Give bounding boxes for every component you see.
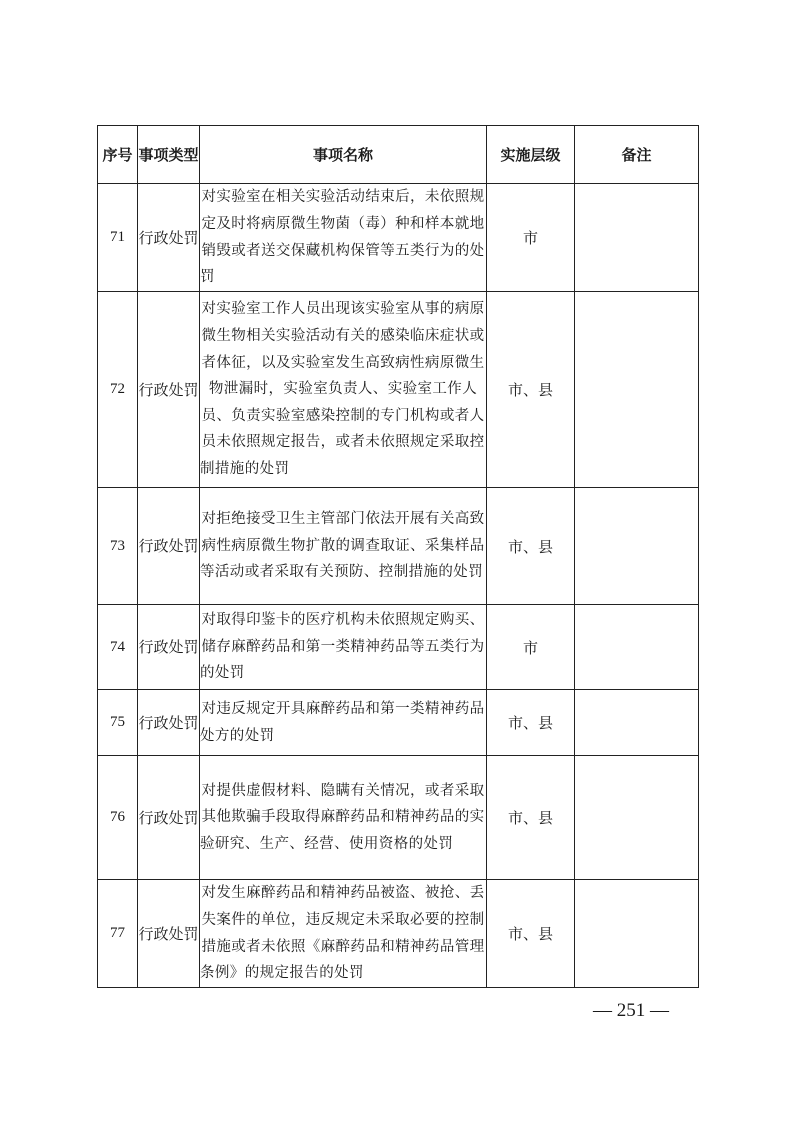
- header-num: 序号: [98, 126, 138, 184]
- table-header-row: [98, 126, 699, 184]
- row-note: [575, 292, 699, 488]
- row-name: 对取得印鉴卡的医疗机构未依照规定购买、储存麻醉药品和第一类精神药品等五类行为的处罚: [200, 605, 487, 690]
- row-level: 市、县: [487, 880, 575, 988]
- row-note: [575, 488, 699, 605]
- row-note: [575, 605, 699, 690]
- table-row: [98, 292, 699, 488]
- row-name: 对拒绝接受卫生主管部门依法开展有关高致病性病原微生物扩散的调查取证、采集样品等活动或者采取有关预防、控制措施的处罚: [200, 488, 487, 605]
- row-level: 市、县: [487, 756, 575, 880]
- row-num: 77: [98, 880, 138, 988]
- row-level: 市、县: [487, 292, 575, 488]
- row-type: 行政处罚: [138, 690, 200, 756]
- row-name: 对提供虚假材料、隐瞒有关情况，或者采取其他欺骗手段取得麻醉药品和精神药品的实验研究、生产、经营、使用资格的处罚: [200, 756, 487, 880]
- row-level: 市、县: [487, 690, 575, 756]
- row-note: [575, 756, 699, 880]
- row-num: 76: [98, 756, 138, 880]
- row-level: 市: [487, 605, 575, 690]
- row-type: 行政处罚: [138, 605, 200, 690]
- table-row: [98, 880, 699, 988]
- row-type: 行政处罚: [138, 488, 200, 605]
- row-num: 72: [98, 292, 138, 488]
- header-type: 事项类型: [138, 126, 200, 184]
- table-row: [98, 184, 699, 292]
- row-note: [575, 184, 699, 292]
- row-name: 对实验室在相关实验活动结束后，未依照规定及时将病原微生物菌（毒）种和样本就地销毁或者送交保藏机构保管等五类行为的处罚: [200, 184, 487, 292]
- row-type: 行政处罚: [138, 880, 200, 988]
- row-type: 行政处罚: [138, 184, 200, 292]
- table-row: [98, 690, 699, 756]
- row-num: 74: [98, 605, 138, 690]
- row-type: 行政处罚: [138, 756, 200, 880]
- row-num: 71: [98, 184, 138, 292]
- table-row: [98, 488, 699, 605]
- header-note: 备注: [575, 126, 699, 184]
- row-num: 73: [98, 488, 138, 605]
- row-note: [575, 880, 699, 988]
- row-name: 对实验室工作人员出现该实验室从事的病原微生物相关实验活动有关的感染临床症状或者体征，以及实验室发生高致病性病原微生物泄漏时，实验室负责人、实验室工作人员、负责实验室感染控制的专门机构或者人员未依照规定报告，或者未依照规定采取控制措施的处罚: [200, 292, 487, 488]
- header-name: 事项名称: [200, 126, 487, 184]
- row-name: 对发生麻醉药品和精神药品被盗、被抢、丢失案件的单位，违反规定未采取必要的控制措施或者未依照《麻醉药品和精神药品管理条例》的规定报告的处罚: [200, 880, 487, 988]
- row-name: 对违反规定开具麻醉药品和第一类精神药品处方的处罚: [200, 690, 487, 756]
- table-row: [98, 756, 699, 880]
- items-table: [97, 125, 699, 988]
- table-row: [98, 605, 699, 690]
- row-level: 市、县: [487, 488, 575, 605]
- header-level: 实施层级: [487, 126, 575, 184]
- row-note: [575, 690, 699, 756]
- row-level: 市: [487, 184, 575, 292]
- row-num: 75: [98, 690, 138, 756]
- row-type: 行政处罚: [138, 292, 200, 488]
- page-number: — 251 —: [593, 1000, 669, 1021]
